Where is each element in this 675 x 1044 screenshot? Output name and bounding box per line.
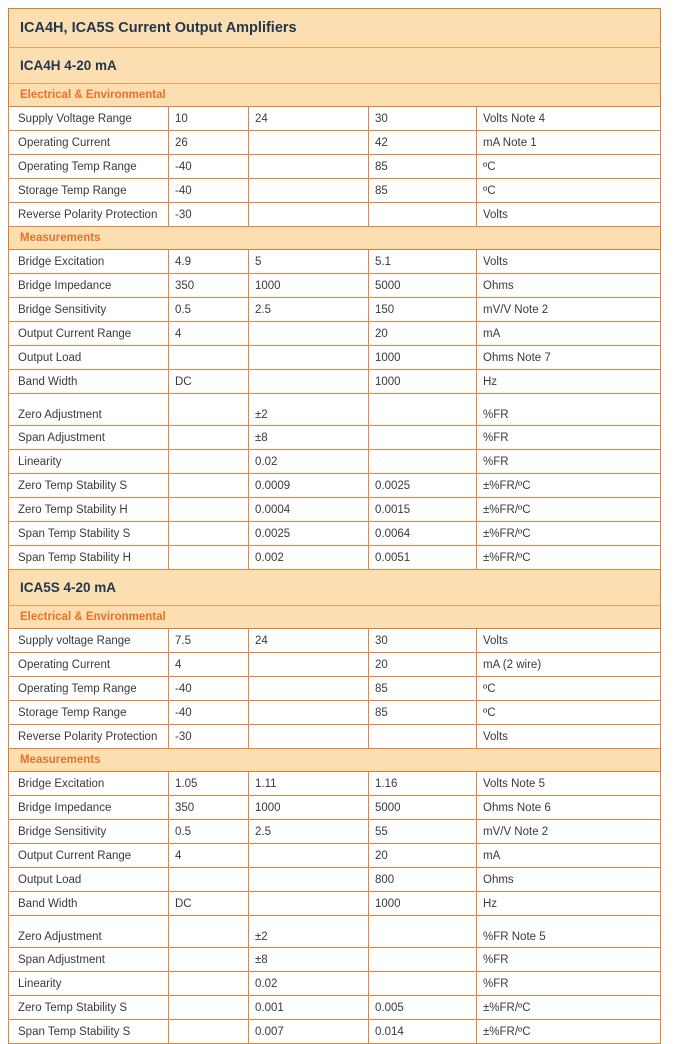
typical-value-cell: ±2 — [249, 394, 369, 426]
units-cell: Volts Note 4 — [477, 107, 661, 131]
parameter-name-cell: Band Width — [9, 892, 169, 916]
min-value-cell — [169, 346, 249, 370]
typical-value-cell: 0.0004 — [249, 498, 369, 522]
units-cell: Hz — [477, 370, 661, 394]
parameter-name-cell: Output Current Range — [9, 322, 169, 346]
typical-value-cell: 24 — [249, 629, 369, 653]
table-row — [9, 1020, 661, 1044]
min-value-cell: 0.5 — [169, 298, 249, 322]
units-cell: mA — [477, 844, 661, 868]
typical-value-cell: 0.002 — [249, 546, 369, 570]
min-value-cell — [169, 474, 249, 498]
typical-value-cell: 1000 — [249, 274, 369, 298]
typical-value-cell: 0.02 — [249, 972, 369, 996]
typical-value-cell — [249, 155, 369, 179]
parameter-name-cell: Supply Voltage Range — [9, 107, 169, 131]
table-row — [9, 107, 661, 131]
typical-value-cell: 5 — [249, 250, 369, 274]
max-value-cell: 1.16 — [369, 772, 477, 796]
typical-value-cell: 0.001 — [249, 996, 369, 1020]
table-row — [9, 131, 661, 155]
parameter-name-cell: Span Temp Stability H — [9, 546, 169, 570]
model-heading-row — [9, 570, 661, 606]
parameter-name-cell: Bridge Impedance — [9, 274, 169, 298]
group-header-label: Measurements — [9, 749, 661, 772]
min-value-cell: 4.9 — [169, 250, 249, 274]
min-value-cell — [169, 450, 249, 474]
min-value-cell: 7.5 — [169, 629, 249, 653]
max-value-cell: 1000 — [369, 346, 477, 370]
typical-value-cell — [249, 892, 369, 916]
units-cell: Hz — [477, 892, 661, 916]
parameter-name-cell: Bridge Impedance — [9, 796, 169, 820]
min-value-cell — [169, 972, 249, 996]
min-value-cell — [169, 522, 249, 546]
typical-value-cell: 1.11 — [249, 772, 369, 796]
min-value-cell: 4 — [169, 322, 249, 346]
min-value-cell: -30 — [169, 203, 249, 227]
table-row — [9, 250, 661, 274]
group-header-row — [9, 749, 661, 772]
table-row — [9, 426, 661, 450]
parameter-name-cell: Output Load — [9, 868, 169, 892]
typical-value-cell: 2.5 — [249, 820, 369, 844]
table-row — [9, 972, 661, 996]
max-value-cell: 1000 — [369, 370, 477, 394]
parameter-name-cell: Zero Temp Stability S — [9, 474, 169, 498]
max-value-cell: 5.1 — [369, 250, 477, 274]
typical-value-cell — [249, 131, 369, 155]
typical-value-cell: 0.02 — [249, 450, 369, 474]
units-cell: mA Note 1 — [477, 131, 661, 155]
min-value-cell — [169, 948, 249, 972]
table-row — [9, 179, 661, 203]
min-value-cell: 10 — [169, 107, 249, 131]
max-value-cell: 800 — [369, 868, 477, 892]
table-row — [9, 274, 661, 298]
max-value-cell: 150 — [369, 298, 477, 322]
typical-value-cell — [249, 701, 369, 725]
typical-value-cell: 2.5 — [249, 298, 369, 322]
group-header-row — [9, 227, 661, 250]
max-value-cell: 0.0025 — [369, 474, 477, 498]
parameter-name-cell: Bridge Excitation — [9, 772, 169, 796]
max-value-cell: 0.0051 — [369, 546, 477, 570]
min-value-cell — [169, 546, 249, 570]
units-cell: Ohms Note 7 — [477, 346, 661, 370]
typical-value-cell: ±8 — [249, 948, 369, 972]
parameter-name-cell: Reverse Polarity Protection — [9, 725, 169, 749]
units-cell: %FR — [477, 426, 661, 450]
table-row — [9, 298, 661, 322]
max-value-cell — [369, 725, 477, 749]
parameter-name-cell: Bridge Sensitivity — [9, 298, 169, 322]
units-cell: Ohms — [477, 868, 661, 892]
typical-value-cell — [249, 370, 369, 394]
typical-value-cell: 0.0025 — [249, 522, 369, 546]
max-value-cell: 20 — [369, 653, 477, 677]
units-cell: ºC — [477, 155, 661, 179]
units-cell: mA — [477, 322, 661, 346]
group-header-row — [9, 606, 661, 629]
units-cell: ±%FR/ºC — [477, 546, 661, 570]
typical-value-cell: ±2 — [249, 916, 369, 948]
min-value-cell: 350 — [169, 796, 249, 820]
units-cell: Volts — [477, 250, 661, 274]
typical-value-cell: 0.0009 — [249, 474, 369, 498]
max-value-cell — [369, 203, 477, 227]
min-value-cell: -40 — [169, 701, 249, 725]
units-cell: Volts — [477, 203, 661, 227]
typical-value-cell — [249, 179, 369, 203]
max-value-cell: 0.005 — [369, 996, 477, 1020]
max-value-cell: 0.0015 — [369, 498, 477, 522]
max-value-cell: 5000 — [369, 796, 477, 820]
units-cell: Ohms — [477, 274, 661, 298]
min-value-cell — [169, 996, 249, 1020]
units-cell: %FR — [477, 948, 661, 972]
units-cell: Volts — [477, 725, 661, 749]
min-value-cell — [169, 868, 249, 892]
specification-table-body — [9, 9, 661, 1044]
min-value-cell: 4 — [169, 844, 249, 868]
units-cell: %FR — [477, 450, 661, 474]
typical-value-cell: 24 — [249, 107, 369, 131]
parameter-name-cell: Span Temp Stability S — [9, 1020, 169, 1044]
table-row — [9, 155, 661, 179]
max-value-cell: 85 — [369, 179, 477, 203]
parameter-name-cell: Zero Adjustment — [9, 394, 169, 426]
max-value-cell: 20 — [369, 322, 477, 346]
max-value-cell: 0.0064 — [369, 522, 477, 546]
table-row — [9, 450, 661, 474]
units-cell: %FR Note 5 — [477, 916, 661, 948]
table-row — [9, 772, 661, 796]
min-value-cell — [169, 394, 249, 426]
table-row — [9, 522, 661, 546]
parameter-name-cell: Supply voltage Range — [9, 629, 169, 653]
parameter-name-cell: Operating Current — [9, 653, 169, 677]
units-cell: mA (2 wire) — [477, 653, 661, 677]
group-header-label: Electrical & Environmental — [9, 606, 661, 629]
parameter-name-cell: Output Current Range — [9, 844, 169, 868]
units-cell: Ohms Note 6 — [477, 796, 661, 820]
min-value-cell: 0.5 — [169, 820, 249, 844]
parameter-name-cell: Band Width — [9, 370, 169, 394]
table-row — [9, 892, 661, 916]
units-cell: ºC — [477, 701, 661, 725]
units-cell: mV/V Note 2 — [477, 820, 661, 844]
model-heading: ICA4H 4-20 mA — [9, 48, 661, 84]
max-value-cell: 42 — [369, 131, 477, 155]
table-row — [9, 796, 661, 820]
min-value-cell: -30 — [169, 725, 249, 749]
max-value-cell: 5000 — [369, 274, 477, 298]
table-row — [9, 394, 661, 426]
units-cell: ±%FR/ºC — [477, 474, 661, 498]
group-header-row — [9, 84, 661, 107]
table-row — [9, 996, 661, 1020]
table-row — [9, 948, 661, 972]
parameter-name-cell: Output Load — [9, 346, 169, 370]
units-cell: Volts — [477, 629, 661, 653]
parameter-name-cell: Zero Temp Stability H — [9, 498, 169, 522]
units-cell: ±%FR/ºC — [477, 498, 661, 522]
min-value-cell: DC — [169, 370, 249, 394]
typical-value-cell: ±8 — [249, 426, 369, 450]
max-value-cell — [369, 916, 477, 948]
min-value-cell — [169, 498, 249, 522]
table-row — [9, 725, 661, 749]
typical-value-cell — [249, 725, 369, 749]
table-row — [9, 677, 661, 701]
max-value-cell: 20 — [369, 844, 477, 868]
page-title: ICA4H, ICA5S Current Output Amplifiers — [9, 9, 661, 48]
parameter-name-cell: Bridge Sensitivity — [9, 820, 169, 844]
table-row — [9, 916, 661, 948]
parameter-name-cell: Storage Temp Range — [9, 179, 169, 203]
table-row — [9, 322, 661, 346]
min-value-cell — [169, 1020, 249, 1044]
min-value-cell: 1.05 — [169, 772, 249, 796]
parameter-name-cell: Span Adjustment — [9, 426, 169, 450]
parameter-name-cell: Span Adjustment — [9, 948, 169, 972]
max-value-cell — [369, 972, 477, 996]
max-value-cell: 30 — [369, 107, 477, 131]
parameter-name-cell: Operating Current — [9, 131, 169, 155]
typical-value-cell: 0.007 — [249, 1020, 369, 1044]
table-row — [9, 701, 661, 725]
units-cell: %FR — [477, 972, 661, 996]
max-value-cell: 85 — [369, 155, 477, 179]
max-value-cell — [369, 948, 477, 972]
min-value-cell — [169, 916, 249, 948]
table-row — [9, 868, 661, 892]
parameter-name-cell: Span Temp Stability S — [9, 522, 169, 546]
parameter-name-cell: Linearity — [9, 450, 169, 474]
table-row — [9, 474, 661, 498]
max-value-cell: 0.014 — [369, 1020, 477, 1044]
parameter-name-cell: Reverse Polarity Protection — [9, 203, 169, 227]
typical-value-cell — [249, 346, 369, 370]
table-row — [9, 820, 661, 844]
max-value-cell: 55 — [369, 820, 477, 844]
table-row — [9, 346, 661, 370]
typical-value-cell — [249, 677, 369, 701]
min-value-cell: 26 — [169, 131, 249, 155]
max-value-cell: 1000 — [369, 892, 477, 916]
max-value-cell — [369, 394, 477, 426]
table-row — [9, 546, 661, 570]
typical-value-cell — [249, 844, 369, 868]
min-value-cell: -40 — [169, 155, 249, 179]
table-row — [9, 498, 661, 522]
parameter-name-cell: Zero Adjustment — [9, 916, 169, 948]
parameter-name-cell: Linearity — [9, 972, 169, 996]
parameter-name-cell: Operating Temp Range — [9, 677, 169, 701]
table-row — [9, 629, 661, 653]
document-title-row — [9, 9, 661, 48]
units-cell: ºC — [477, 677, 661, 701]
table-row — [9, 844, 661, 868]
units-cell: ºC — [477, 179, 661, 203]
parameter-name-cell: Zero Temp Stability S — [9, 996, 169, 1020]
typical-value-cell — [249, 653, 369, 677]
max-value-cell — [369, 426, 477, 450]
max-value-cell: 85 — [369, 701, 477, 725]
units-cell: ±%FR/ºC — [477, 1020, 661, 1044]
model-heading-row — [9, 48, 661, 84]
units-cell: ±%FR/ºC — [477, 996, 661, 1020]
table-row — [9, 203, 661, 227]
min-value-cell: -40 — [169, 677, 249, 701]
parameter-name-cell: Operating Temp Range — [9, 155, 169, 179]
group-header-label: Electrical & Environmental — [9, 84, 661, 107]
max-value-cell — [369, 450, 477, 474]
table-row — [9, 653, 661, 677]
group-header-label: Measurements — [9, 227, 661, 250]
table-row — [9, 370, 661, 394]
min-value-cell: DC — [169, 892, 249, 916]
parameter-name-cell: Storage Temp Range — [9, 701, 169, 725]
typical-value-cell — [249, 868, 369, 892]
max-value-cell: 30 — [369, 629, 477, 653]
units-cell: %FR — [477, 394, 661, 426]
typical-value-cell: 1000 — [249, 796, 369, 820]
min-value-cell: 4 — [169, 653, 249, 677]
units-cell: ±%FR/ºC — [477, 522, 661, 546]
typical-value-cell — [249, 203, 369, 227]
typical-value-cell — [249, 322, 369, 346]
specification-table — [8, 8, 661, 1044]
min-value-cell — [169, 426, 249, 450]
min-value-cell: 350 — [169, 274, 249, 298]
max-value-cell: 85 — [369, 677, 477, 701]
parameter-name-cell: Bridge Excitation — [9, 250, 169, 274]
units-cell: Volts Note 5 — [477, 772, 661, 796]
units-cell: mV/V Note 2 — [477, 298, 661, 322]
min-value-cell: -40 — [169, 179, 249, 203]
model-heading: ICA5S 4-20 mA — [9, 570, 661, 606]
